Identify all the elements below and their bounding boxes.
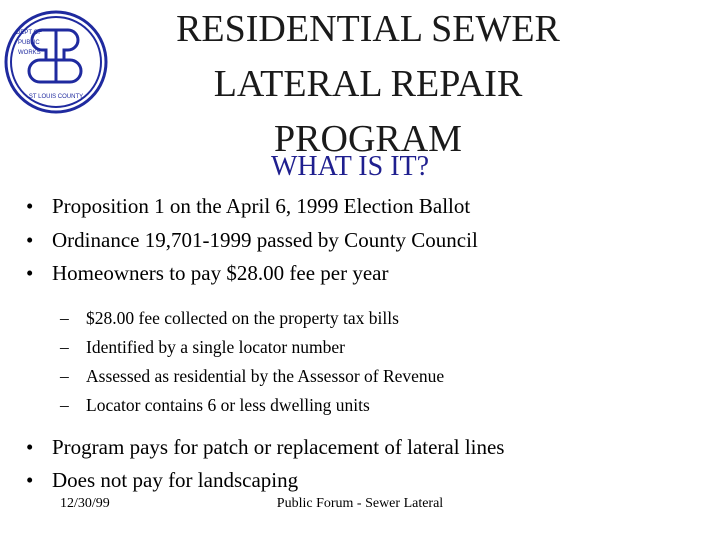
sub-bullet-item [60,362,706,391]
bullet-list [26,190,706,498]
dash-icon: – [60,307,69,328]
title-line: LATERAL REPAIR [213,63,523,105]
dash-icon: – [60,336,69,357]
sub-bullet-text: $28.00 fee collected on the property tax bills [86,307,399,328]
bullet-dot-icon: • [26,261,34,285]
sub-bullet-item [60,391,706,420]
bullet-dot-icon: • [26,434,34,459]
title-line: PROGRAM [274,118,462,160]
bullet-item [26,431,706,465]
logo-text-line: WORKS [18,50,41,56]
sub-bullet-list [60,304,706,420]
slide-subtitle: WHAT IS IT? [270,151,430,182]
sub-bullet-text: Locator contains 6 or less dwelling units [86,394,370,415]
bullet-text: Homeowners to pay $28.00 fee per year [52,261,389,285]
bullet-dot-icon: • [26,468,34,492]
logo-text-line: DEPT OF [16,30,42,36]
bullet-dot-icon: • [26,194,34,218]
bullet-text: Program pays for patch or replacement of lateral lines [52,434,505,459]
dash-icon: – [60,365,69,386]
bullet-item [26,464,706,498]
bullet-item [26,190,706,224]
footer-title: Public Forum - Sewer Lateral [276,496,444,511]
bullet-dot-icon: • [26,227,34,252]
bullet-text: Proposition 1 on the April 6, 1999 Election Ballot [52,194,471,218]
bullet-text: Does not pay for landscaping [52,468,299,492]
slide-title [118,2,618,167]
logo-text-line: PUBLIC [18,40,40,46]
title-line: RESIDENTIAL SEWER [176,8,560,50]
logo-text-line: ST LOUIS COUNTY [28,94,84,100]
sub-bullet-text: Identified by a single locator number [86,336,346,357]
bullet-text: Ordinance 19,701-1999 passed by County Council [52,227,478,252]
sub-bullet-item [60,304,706,333]
sub-bullet-text: Assessed as residential by the Assessor of Revenue [86,365,445,386]
footer-date: 12/30/99 [60,496,110,511]
sub-bullet-item [60,333,706,362]
county-seal-logo [4,10,108,114]
bullet-item [26,224,706,258]
bullet-item [26,257,706,291]
dash-icon: – [60,394,69,415]
